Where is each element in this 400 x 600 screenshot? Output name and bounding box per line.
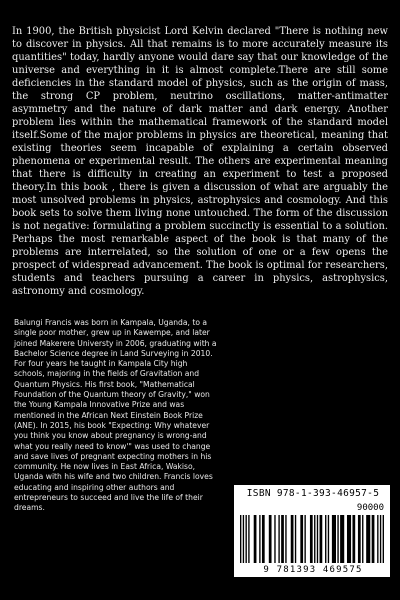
barcode-bar bbox=[372, 515, 375, 563]
barcode-bar bbox=[366, 515, 370, 563]
barcode-bar bbox=[248, 515, 249, 563]
isbn-barcode bbox=[234, 485, 390, 577]
barcode-bar bbox=[240, 515, 241, 563]
barcode-bar bbox=[278, 515, 279, 563]
barcode-bar bbox=[304, 515, 305, 563]
barcode-bar bbox=[300, 515, 303, 563]
barcode-bar bbox=[328, 515, 329, 563]
author-bio: Balungi Francis was born in Kampala, Uganda, to a single poor mother, grew up in Kawempe, and later joined Makerere Universty in 2006, graduating with a Bachelor Science degree in Land Surveying in 2010. For four years he taught in Kampala City high schools, majoring in the fields of Gravitation and Quantum Physics. His first book, "Mathematical Foundation of the Quantum theory of Gravity," won the Young Kampala Innovative Prize and was mentioned in the African Next Einstein Book Prize (ANE). In 2015, his book "Expecting: Why whatever you think you know about pregnancy is wrong-and what you really need to know'" was used to change and save lives of pregnant expecting mothers in his community. He now lives in East Africa, Wakiso, Uganda with his wife and two children. Francis loves educating and inspiring other authors and entrepreneurs to succeed and live the life of their dreams. bbox=[14, 318, 217, 513]
barcode-bar bbox=[362, 515, 363, 563]
barcode-bar bbox=[377, 515, 378, 563]
barcode-bar bbox=[243, 515, 244, 563]
barcode-bar bbox=[274, 515, 275, 563]
barcode-bar bbox=[383, 515, 384, 563]
isbn-text: ISBN 978-1-393-46957-5 bbox=[246, 488, 380, 499]
barcode-bar bbox=[291, 515, 294, 563]
barcode-bar bbox=[285, 515, 286, 563]
barcode-bar bbox=[259, 515, 260, 563]
barcode-bar bbox=[325, 515, 326, 563]
barcode-bar bbox=[358, 515, 361, 563]
barcode-bar bbox=[337, 515, 338, 563]
barcode-number: 9 781393 469575 bbox=[263, 565, 363, 575]
barcode-bar bbox=[332, 515, 336, 563]
barcode-bar bbox=[340, 515, 344, 563]
barcode-bar bbox=[314, 515, 315, 563]
barcode-bar bbox=[262, 515, 265, 563]
barcode-bar bbox=[295, 515, 296, 563]
barcode-bar bbox=[269, 515, 272, 563]
barcode-bar bbox=[310, 515, 313, 563]
barcode-bar bbox=[254, 515, 257, 563]
barcode-bar bbox=[317, 515, 318, 563]
barcode-bars bbox=[240, 515, 384, 563]
barcode-bar bbox=[245, 515, 246, 563]
barcode-bar bbox=[352, 515, 355, 563]
barcode-bar bbox=[281, 515, 284, 563]
barcode-bar bbox=[347, 515, 351, 563]
barcode-bar bbox=[380, 515, 381, 563]
barcode-bar bbox=[320, 515, 323, 563]
book-blurb: In 1900, the British physicist Lord Kelvin declared "There is nothing new to discover in physics. All that remains is to more accurately measure its quantities" today, hardly anyone would dare say that our knowledge of the universe and everything in it is almost complete.There are still some deficiencies in the standard model of physics, such as the origin of mass, the strong CP problem, neutrino oscillations, matter-antimatter asymmetry and the nature of dark matter and dark energy. Another problem lies within the mathematical framework of the standard model itself.Some of the major problems in physics are theoretical, meaning that existing theories seem incapable of explaining a certain observed phenomena or experimental result. The others are experimental meaning that there is difficulty in creating an experiment to test a proposed theory.In this book , there is given a discussion of what are arguably the most unsolved problems in physics, astrophysics and cosmology. And this book sets to solve them living none untouched. The form of the discussion is not negative: formulating a problem succinctly is essential to a solution. Perhaps the most remarkable aspect of the book is that many of the problems are interrelated, so the solution of one or a few opens the prospect of widespread advancement. The book is optimal for researchers, students and teachers pursuing a career in physics, astrophysics, astronomy and cosmology. bbox=[12, 26, 388, 297]
price-code: 90000 bbox=[356, 503, 384, 513]
